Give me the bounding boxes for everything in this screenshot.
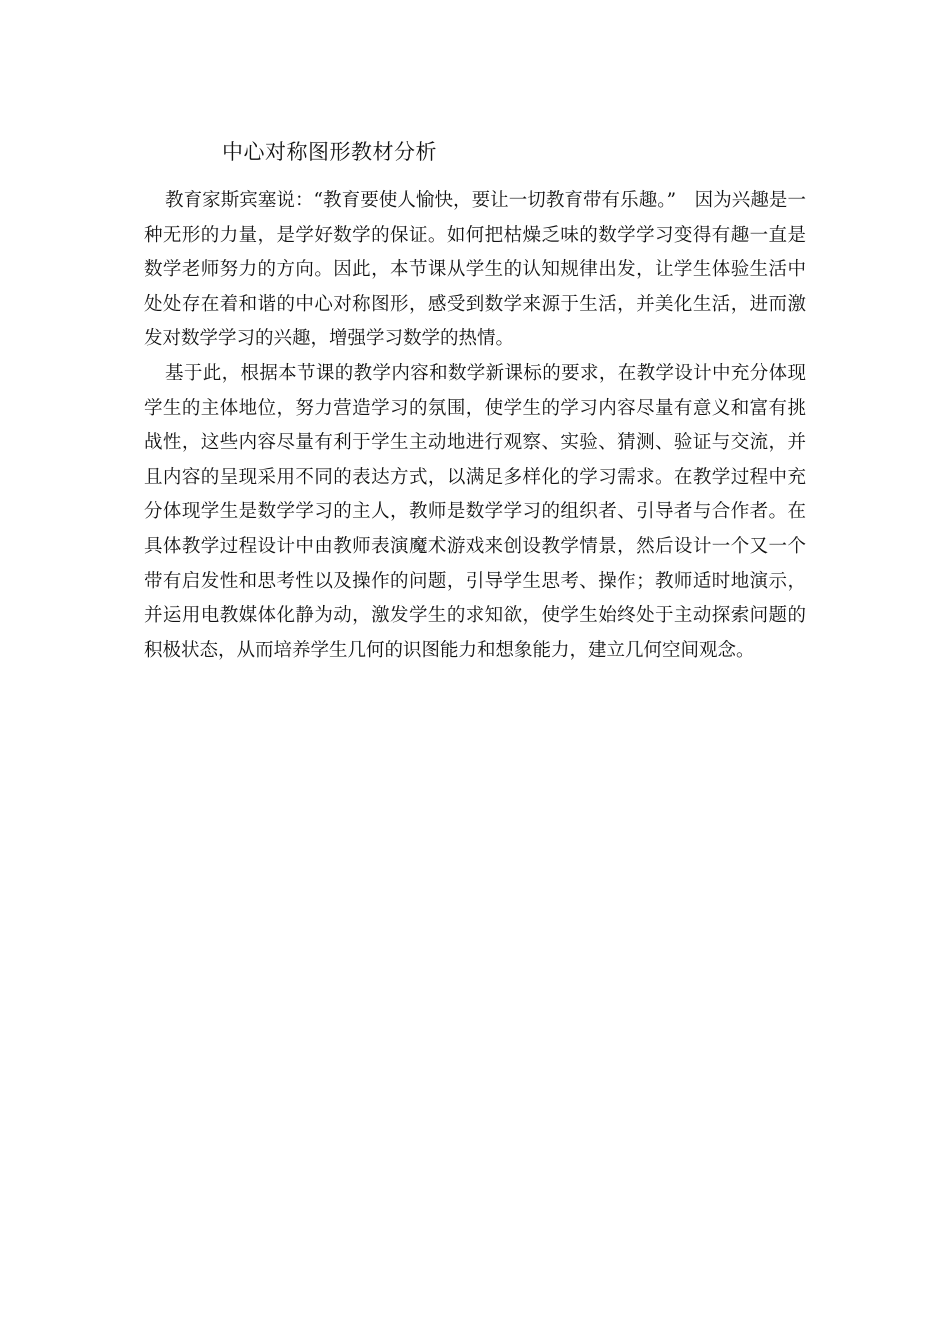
document-body — [144, 184, 806, 668]
document-title: 中心对称图形教材分析 — [222, 140, 437, 164]
paragraph-design: 基于此，根据本节课的教学内容和数学新课标的要求，在教学设计中充分体现学生的主体地位，努力营造学习的氛围，使学生的学习内容尽量有意义和富有挑战性，这些内容尽量有利于学生主动地进行观察、实验、猜测、验证与交流，并且内容的呈现采用不同的表达方式，以满足多样化的学习需求。在教学过程中充分体现学生是数学学习的主人，教师是数学学习的组织者、引导者与合作者。在具体教学过程设计中由教师表演魔术游戏来创设教学情景，然后设计一个又一个带有启发性和思考性以及操作的问题，引导学生思考、操作；教师适时地演示，并运用电教媒体化静为动，激发学生的求知欲，使学生始终处于主动探索问题的积极状态，从而培养学生几何的识图能力和想象能力，建立几何空间观念。 — [144, 362, 806, 661]
paragraph-intro: 教育家斯宾塞说：“教育要使人愉快，要让一切教育带有乐趣。” 因为兴趣是一种无形的力量，是学好数学的保证。如何把枯燥乏味的数学学习变得有趣一直是数学老师努力的方向。因此，本节课从学生的认知规律出发，让学生体验生活中处处存在着和谐的中心对称图形，感受到数学来源于生活，并美化生活，进而激发对数学学习的兴趣，增强学习数学的热情。 — [144, 190, 806, 350]
